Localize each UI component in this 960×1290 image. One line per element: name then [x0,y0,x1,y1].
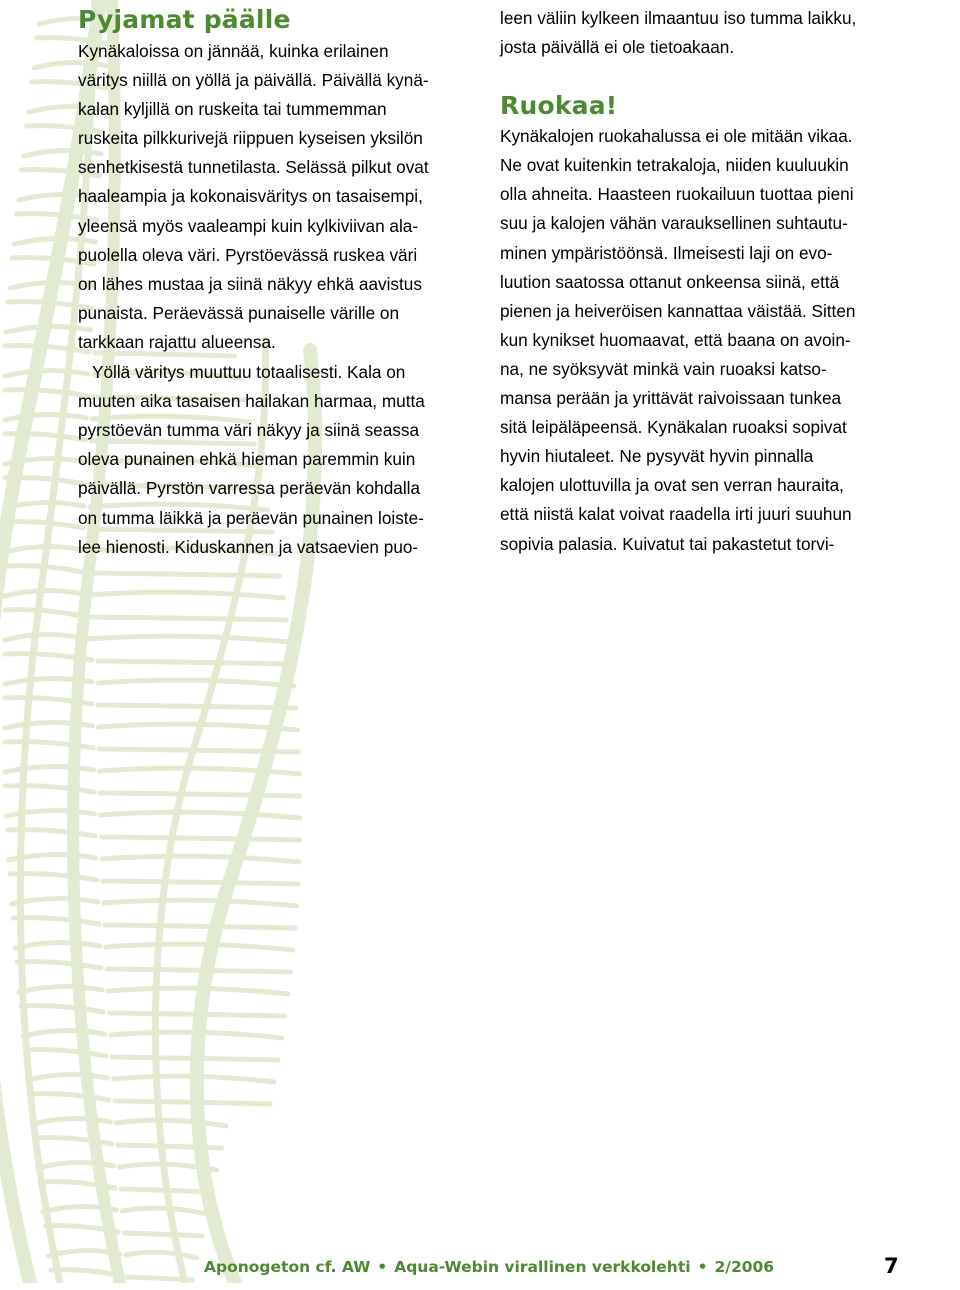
page-footer [0,1250,960,1290]
text-line: tarkkaan rajattu alueensa. [78,331,276,352]
paragraph-feeding [500,122,910,558]
text-line: on lähes mustaa ja siinä näkyy ehkä aavistus [78,273,422,294]
paragraph-night-coloring [78,358,478,562]
text-line: Ne ovat kuitenkin tetrakaloja, niiden kuuluukin [500,155,849,176]
text-line: suu ja kalojen vähän varauksellinen suhtautu- [500,213,848,234]
text-line: Kynäkalojen ruokahalussa ei ole mitään vikaa. [500,126,853,147]
text-line: sopivia palasia. Kuivatut tai pakastetut torvi- [500,533,835,554]
footer-publication-line [204,1258,774,1276]
text-line: minen ympäristöönsä. Ilmeisesti laji on evo- [500,242,833,263]
text-line: yleensä myös vaaleampi kuin kylkiviivan ala- [78,215,419,236]
text-line: olla ahneita. Haasteen ruokailuun tuottaa pieni [500,184,854,205]
text-line: väritys niillä on yöllä ja päivällä. Päivällä kynä- [78,70,429,91]
footer-separator: • [697,1258,708,1276]
text-line: haaleampia ja kokonaisväritys on tasaisempi, [78,186,423,207]
text-line: Yöllä väritys muuttuu totaalisesti. Kala on [92,362,406,383]
text-line: pienen ja heiveröisen kannattaa väistää. Sitten [500,300,856,321]
text-line: punaista. Peräevässä punaiselle värille on [78,302,400,323]
text-line: pyrstöevän tumma väri näkyy ja siinä seassa [78,420,420,441]
text-line: luution saatossa ottanut onkeensa siinä, että [500,271,840,292]
text-line: puolella oleva väri. Pyrstöevässä ruskea väri [78,244,418,265]
text-line: päivällä. Pyrstön varressa peräevän kohdalla [78,478,421,499]
right-column [500,4,910,559]
text-line: sitä leipäläpeensä. Kynäkalan ruoaksi sopivat [500,417,847,438]
text-line: oleva punainen ehkä hieman paremmin kuin [78,449,416,470]
footer-plant-name: Aponogeton cf. AW [204,1258,371,1276]
text-line: on tumma läikkä ja peräevän punainen loiste- [78,507,424,528]
text-line: josta päivällä ei ole tietoakaan. [500,37,735,58]
text-line: mansa perään ja yrittävät raivoissaan tunkea [500,388,842,409]
text-line: että niistä kalat voivat raadella irti juuri suuhun [500,504,852,525]
text-line: kalan kyljillä on ruskeita tai tummemman [78,99,387,120]
left-column [78,4,478,562]
text-line: kalojen ulottuvilla ja ovat sen verran hauraita, [500,475,844,496]
text-line: kun kynikset huomaavat, että baana on avoin- [500,329,851,350]
footer-separator: • [377,1258,388,1276]
text-line: leen väliin kylkeen ilmaantuu iso tumma laikku, [500,8,857,28]
heading-pyjamat: Pyjamat päälle [78,5,291,34]
paragraph-continuation [500,4,910,62]
text-line: muuten aika tasaisen hailakan harmaa, mutta [78,391,425,412]
text-line: Kynäkaloissa on jännää, kuinka erilainen [78,41,389,61]
paragraph-day-coloring [78,37,478,357]
text-line: hyvin hiutaleet. Ne pysyvät hyvin pinnalla [500,446,814,467]
text-line: na, ne syöksyvät minkä vain ruoaksi katso- [500,358,827,379]
footer-magazine-name: Aqua-Webin virallinen verkkolehti [394,1258,691,1276]
footer-issue: 2/2006 [714,1258,775,1276]
page-number: 7 [884,1254,899,1278]
text-line: ruskeita pilkkurivejä riippuen kyseisen yksilön [78,128,423,149]
text-line: lee hienosti. Kiduskannen ja vatsaevien puo- [78,536,419,557]
text-line: senhetkisestä tunnetilasta. Selässä pilkut ovat [78,157,429,178]
heading-ruokaa: Ruokaa! [500,91,618,121]
